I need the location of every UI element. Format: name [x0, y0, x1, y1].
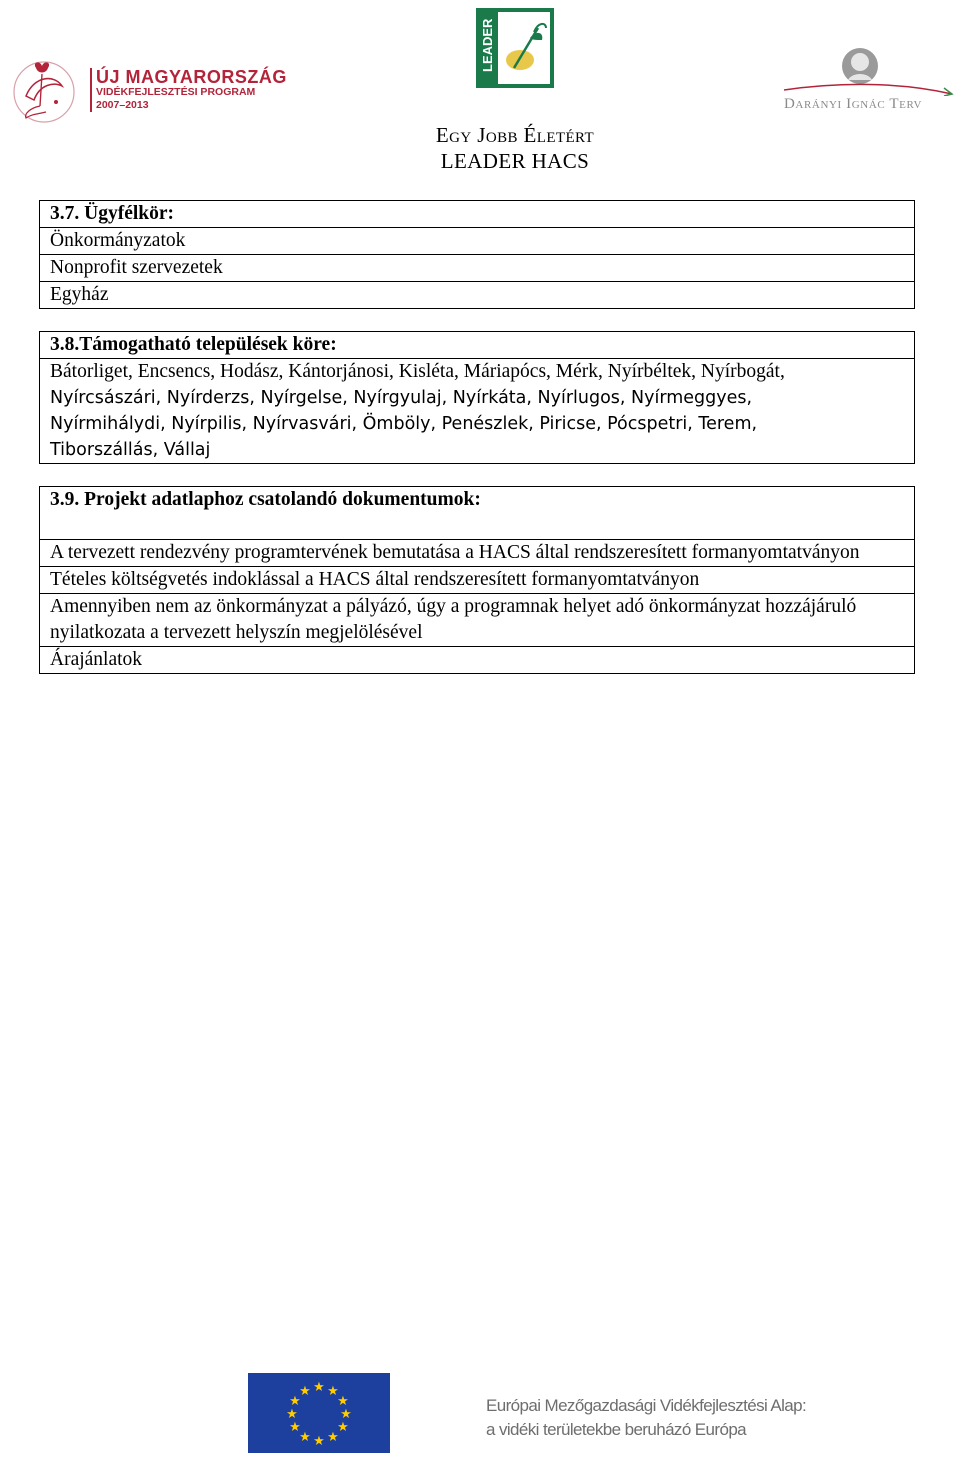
logo-line1: ÚJ MAGYARORSZÁG [96, 67, 287, 87]
eu-flag-icon [248, 1373, 390, 1453]
uj-magyarorszag-logo [6, 56, 287, 126]
eafrd-line2: a vidéki területekbe beruházó Európa [486, 1420, 747, 1439]
leader-logo-text: LEADER [480, 18, 495, 72]
logo-line3: 2007–2013 [96, 99, 149, 111]
rose-emblem-icon [6, 56, 92, 126]
list-item: A tervezett rendezvény programtervének bemutatása a HACS által rendszeresített formanyomtatványon [40, 539, 914, 566]
eafrd-caption [486, 1394, 806, 1442]
list-item: Önkormányzatok [40, 227, 914, 254]
logo-line2: VIDÉKFEJLESZTÉSI PROGRAM [96, 86, 256, 98]
section-heading: 3.9. Projekt adatlaphoz csatolandó dokumentumok: [50, 489, 481, 510]
settlements-line: Bátorliget, Encsencs, Hodász, Kántorjánosi, Kisléta, Máriapócs, Mérk, Nyírbéltek, Nyírbogát, [50, 361, 785, 382]
svg-text:★: ★ [337, 1394, 349, 1409]
settlements-line: Nyírcsászári, Nyírderzs, Nyírgelse, Nyírgyulaj, Nyírkáta, Nyírlugos, Nyírmeggyes, [50, 388, 753, 408]
page-title [400, 122, 630, 174]
eafrd-line1: Európai Mezőgazdasági Vidékfejlesztési Alap: [486, 1396, 807, 1415]
title-line2: LEADER HACS [440, 149, 590, 173]
list-item: Amennyiben nem az önkormányzat a pályázó, úgy a programnak helyet adó önkormányzat hozzájáruló nyilatkozata a tervezett helyszín megjelölésével [40, 593, 914, 646]
section-heading: 3.8.Támogatható települések köre: [50, 334, 337, 355]
list-item: Árajánlatok [40, 646, 914, 673]
section-telepulesek [39, 331, 915, 464]
section-heading: 3.7. Ügyfélkör: [50, 203, 175, 224]
svg-text:★: ★ [289, 1394, 301, 1409]
portrait-icon [780, 44, 956, 96]
svg-text:★: ★ [299, 1430, 311, 1445]
svg-text:★: ★ [313, 1380, 325, 1395]
svg-text:★: ★ [286, 1407, 298, 1422]
logo-divider [90, 68, 92, 112]
svg-text:★: ★ [289, 1420, 301, 1435]
eu-stars-icon [248, 1373, 390, 1453]
section-dokumentumok [39, 486, 915, 674]
svg-text:★: ★ [340, 1407, 352, 1422]
section-ugyfelkor [39, 200, 915, 309]
svg-text:★: ★ [299, 1384, 311, 1399]
daranyi-ignac-terv-logo [780, 44, 956, 120]
settlements-line: Tiborszállás, Vállaj [50, 440, 211, 460]
svg-text:★: ★ [313, 1434, 325, 1449]
svg-text:★: ★ [327, 1384, 339, 1399]
settlements-list [40, 358, 914, 463]
leader-logo [476, 8, 554, 88]
svg-text:★: ★ [337, 1420, 349, 1435]
list-item: Egyház [40, 281, 914, 308]
svg-text:★: ★ [327, 1430, 339, 1445]
settlements-line: Nyírmihálydi, Nyírpilis, Nyírvasvári, Ömböly, Penészlek, Piricse, Pócspetri, Terem, [50, 414, 758, 434]
title-line1: Egy Jobb Életért [435, 123, 595, 147]
daranyi-caption: Darányi Ignác Terv [784, 96, 923, 112]
list-item: Tételes költségvetés indoklással a HACS által rendszeresített formanyomtatványon [40, 566, 914, 593]
list-item: Nonprofit szervezetek [40, 254, 914, 281]
